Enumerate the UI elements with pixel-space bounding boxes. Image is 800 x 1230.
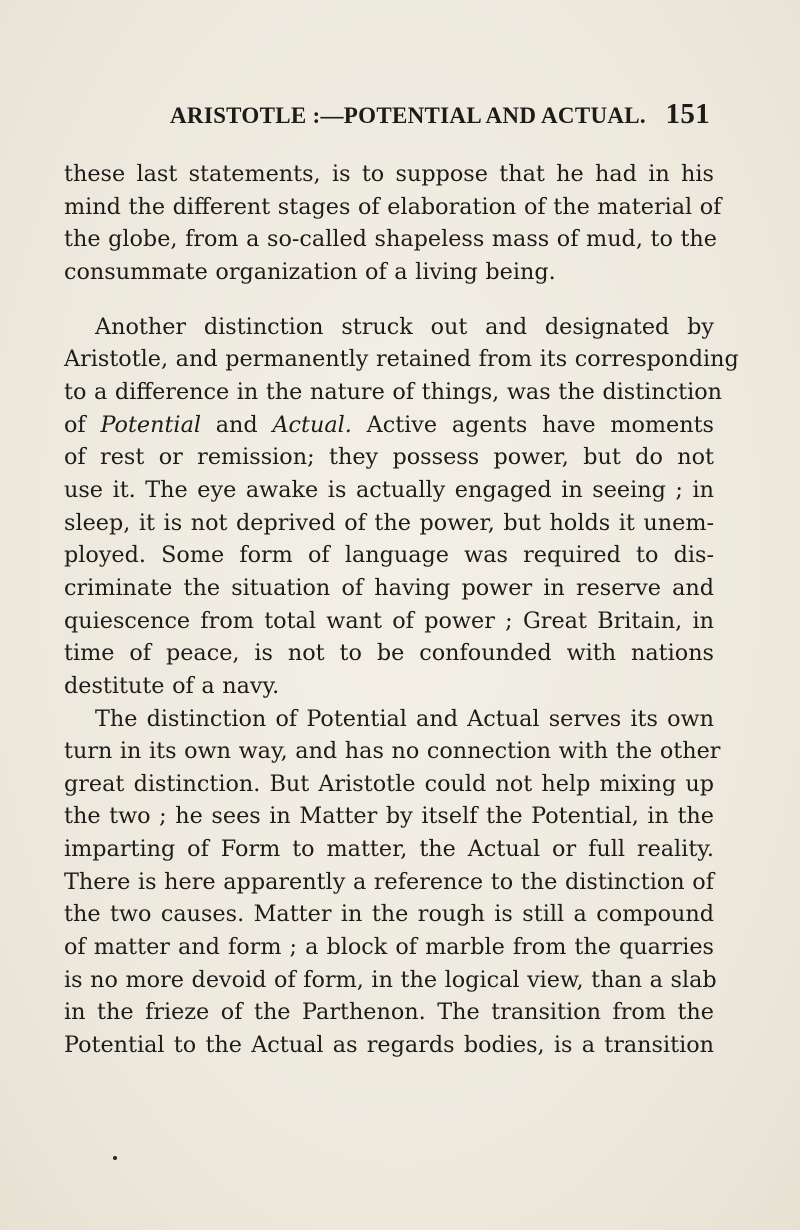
text-line: of rest or remission; they possess power, but do not xyxy=(64,444,714,471)
text-line: the globe, from a so-called shapeless mass of mud, to the xyxy=(64,226,717,253)
text-line: great distinction. But Aristotle could not help mixing up xyxy=(64,770,714,797)
text-line: quiescence from total want of power ; Great Britain, in xyxy=(64,607,714,634)
text-line: mind the different stages of elaboration of the material of xyxy=(64,193,722,220)
chapter-title: ARISTOTLE :—POTENTIAL AND ACTUAL. xyxy=(170,103,646,128)
text-line: consummate organization of a living being. xyxy=(64,258,556,285)
text-fragment: Active agents have moments xyxy=(351,411,714,438)
text-line: There is here apparently a reference to the distinction of xyxy=(64,868,714,895)
text-line: ployed. Some form of language was required to dis- xyxy=(64,542,714,569)
paragraph xyxy=(64,311,739,703)
text-line: time of peace, is not to be confounded with nations xyxy=(64,640,714,667)
text-line: imparting of Form to matter, the Actual or full reality. xyxy=(64,836,714,863)
text-line: the two causes. Matter in the rough is still a compound xyxy=(64,901,714,928)
text-line: of matter and form ; a block of marble from the quarries xyxy=(64,934,714,961)
text-line: use it. The eye awake is actually engaged in seeing ; in xyxy=(64,476,714,503)
body-text xyxy=(64,158,739,1062)
paragraph xyxy=(64,703,721,1062)
paragraph xyxy=(64,158,722,289)
text-line: the two ; he sees in Matter by itself the Potential, in the xyxy=(64,803,714,830)
text-line: Another distinction struck out and designated by xyxy=(95,313,714,340)
text-line: to a difference in the nature of things, was the distinction xyxy=(64,378,723,405)
text-line: The distinction of Potential and Actual serves its own xyxy=(95,705,714,732)
text-line: Aristotle, and permanently retained from its corresponding xyxy=(64,346,739,373)
text-fragment: of xyxy=(64,411,101,438)
running-head xyxy=(170,95,710,135)
term-actual: Actual. xyxy=(272,411,352,438)
text-line: Potential to the Actual as regards bodies, is a transition xyxy=(64,1032,714,1059)
text-line: destitute of a navy. xyxy=(64,672,280,699)
page-number: 151 xyxy=(665,98,710,130)
ink-speck xyxy=(113,1156,117,1160)
text-line: criminate the situation of having power in reserve and xyxy=(64,574,714,601)
text-line xyxy=(64,409,714,442)
text-line: sleep, it is not deprived of the power, but holds it unem- xyxy=(64,509,714,536)
text-line: these last statements, is to suppose that he had in his xyxy=(64,161,714,187)
text-line: in the frieze of the Parthenon. The transition from the xyxy=(64,999,714,1026)
term-potential: Potential xyxy=(100,411,201,438)
text-line: turn in its own way, and has no connection with the other xyxy=(64,738,721,765)
text-fragment: and xyxy=(201,411,273,438)
paragraph-gap xyxy=(64,289,714,311)
text-line: is no more devoid of form, in the logical view, than a slab xyxy=(64,966,717,993)
